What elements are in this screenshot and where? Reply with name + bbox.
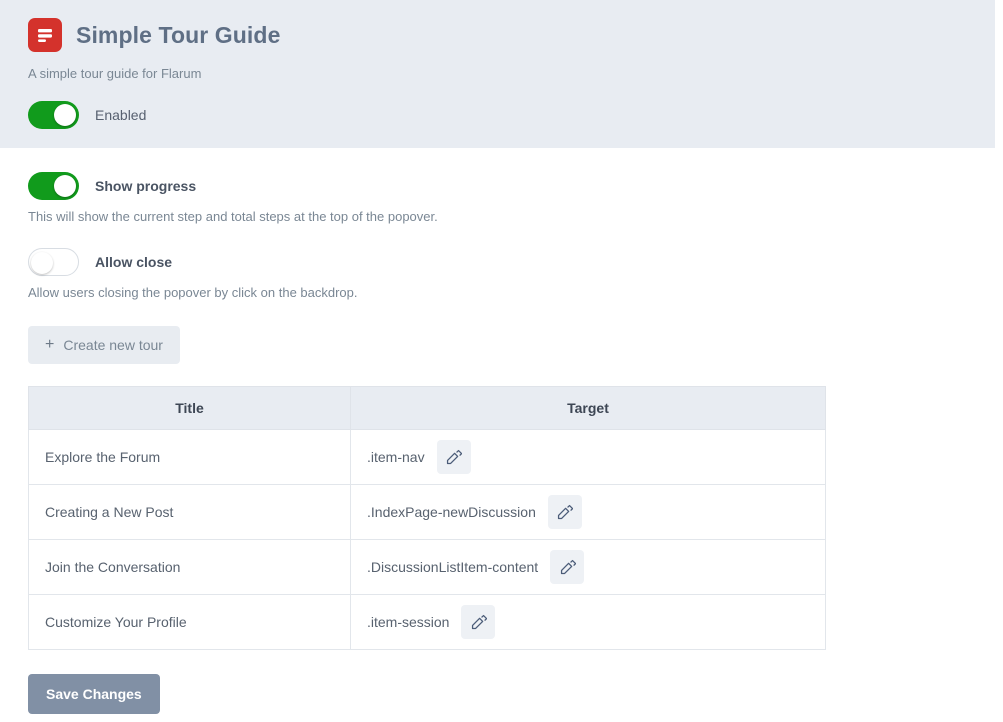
toggle-knob [54, 104, 76, 126]
edit-target-button[interactable] [550, 550, 584, 584]
table-row [29, 595, 826, 650]
tour-target-cell [351, 540, 826, 595]
extension-header [0, 0, 1003, 148]
enabled-toggle[interactable] [28, 101, 79, 129]
table-row [29, 540, 826, 595]
setting-show-progress [28, 172, 975, 224]
edit-target-button[interactable] [548, 495, 582, 529]
tour-title-cell: Join the Conversation [29, 540, 351, 595]
tour-target-value: .item-session [367, 614, 450, 630]
column-header-title: Title [29, 387, 351, 430]
save-changes-button[interactable]: Save Changes [28, 674, 160, 714]
tour-target-value: .item-nav [367, 449, 425, 465]
tour-target-cell [351, 595, 826, 650]
edit-icon [556, 504, 573, 521]
show-progress-label: Show progress [95, 178, 197, 194]
plus-icon: + [45, 336, 55, 353]
setting-allow-close [28, 248, 975, 300]
table-header-row [29, 387, 826, 430]
page-title: Simple Tour Guide [76, 21, 281, 48]
allow-close-help: Allow users closing the popover by click on the backdrop. [28, 285, 358, 300]
table-row [29, 485, 826, 540]
allow-close-toggle-row[interactable] [28, 248, 975, 276]
allow-close-label: Allow close [95, 254, 173, 270]
tour-title-cell: Creating a New Post [29, 485, 351, 540]
create-new-tour-button[interactable] [28, 326, 180, 364]
tour-title-cell: Customize Your Profile [29, 595, 351, 650]
tour-target-value: .IndexPage-newDiscussion [367, 504, 536, 520]
create-new-tour-label: Create new tour [63, 337, 163, 353]
show-progress-help: This will show the current step and total steps at the top of the popover. [28, 209, 438, 224]
show-progress-toggle[interactable] [28, 172, 79, 200]
edit-icon [445, 449, 462, 466]
tour-title-cell: Explore the Forum [29, 430, 351, 485]
tour-target-cell [351, 485, 826, 540]
flarum-extension-icon [28, 18, 62, 52]
enabled-toggle-label: Enabled [95, 107, 147, 123]
settings-content [0, 172, 1003, 714]
allow-close-toggle[interactable] [28, 248, 79, 276]
column-header-target: Target [351, 387, 826, 430]
tour-target-cell [351, 430, 826, 485]
toggle-knob [31, 252, 53, 274]
show-progress-toggle-row[interactable] [28, 172, 975, 200]
extension-description: A simple tour guide for Flarum [28, 66, 202, 81]
table-row [29, 430, 826, 485]
enabled-toggle-row[interactable] [28, 101, 975, 129]
right-gutter [995, 0, 1003, 722]
extension-title-row [28, 18, 975, 52]
tours-table [28, 386, 826, 650]
edit-icon [470, 614, 487, 631]
edit-target-button[interactable] [461, 605, 495, 639]
tour-target-value: .DiscussionListItem-content [367, 559, 539, 575]
edit-target-button[interactable] [437, 440, 471, 474]
toggle-knob [54, 175, 76, 197]
edit-icon [559, 559, 576, 576]
